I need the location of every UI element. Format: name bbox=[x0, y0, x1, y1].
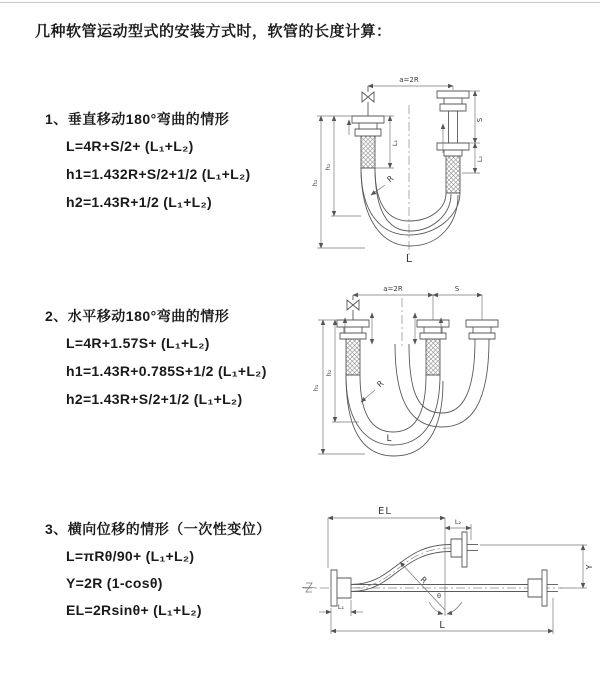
flange-fitting-1 bbox=[337, 320, 369, 375]
dimension-S bbox=[433, 285, 482, 295]
dim-L2-label: L₂ bbox=[454, 518, 462, 526]
page-title: 几种软管运动型式的安装方式时，软管的长度计算： bbox=[35, 23, 392, 40]
diagram3-svg bbox=[295, 498, 600, 652]
dim-L2-label: L₂ bbox=[476, 155, 484, 163]
section2-formula-h2: h2=1.43R+S/2+1/2 (L₁+L₂) bbox=[66, 391, 243, 407]
section2-formula-h1: h1=1.43R+0.785S+1/2 (L₁+L₂) bbox=[66, 363, 267, 379]
radius-label: R bbox=[418, 574, 429, 586]
fitting-length-dims bbox=[372, 313, 415, 344]
section3-formula-Y: Y=2R (1-cosθ) bbox=[66, 575, 163, 591]
left-flange-fitting bbox=[331, 570, 351, 606]
left-braided-hose bbox=[361, 136, 375, 168]
valve-icon bbox=[362, 86, 374, 116]
radius-callout bbox=[371, 174, 396, 195]
length-label: L bbox=[405, 252, 413, 265]
section3-formula-EL: EL=2Rsinθ+ (L₁+L₂) bbox=[66, 602, 202, 618]
top-divider bbox=[0, 2, 600, 3]
hose-u-curves-position2-shifted bbox=[395, 339, 489, 427]
upper-flange-fitting bbox=[451, 532, 478, 567]
diagram-vertical-180-bend bbox=[305, 63, 600, 265]
dim-a2R-label: a=2R bbox=[383, 285, 403, 293]
section1-formula-h2: h2=1.43R+1/2 (L₁+L₂) bbox=[66, 194, 213, 210]
dimension-L1 bbox=[375, 116, 399, 168]
dim-S-label: S bbox=[454, 285, 460, 293]
diagram-lateral-displacement bbox=[295, 498, 600, 652]
section1-formula-h1: h1=1.432R+S/2+1/2 (L₁+L₂) bbox=[66, 166, 251, 182]
right-flange-fitting-lower bbox=[437, 143, 469, 193]
dim-L1-label: L₁ bbox=[391, 139, 399, 147]
flange-fitting-3-shifted bbox=[466, 320, 498, 339]
radius-callout bbox=[361, 379, 386, 402]
dim-EL-label: EL bbox=[378, 506, 392, 517]
dimension-a2R bbox=[353, 285, 482, 320]
dim-Y-label: Y bbox=[585, 564, 594, 570]
dim-L1-label: L₁ bbox=[337, 603, 345, 611]
dim-h1-label: h₁ bbox=[312, 384, 320, 392]
hose-u-curves bbox=[361, 168, 460, 246]
braided-hose-2 bbox=[426, 339, 440, 375]
dimension-S bbox=[469, 91, 484, 143]
radius-label: R bbox=[385, 173, 396, 185]
section2-formula-L: L=4R+1.57S+ (L₁+L₂) bbox=[66, 335, 210, 351]
section3-heading: 3、横向位移的情形（一次性变位） bbox=[45, 521, 271, 537]
dimension-EL bbox=[328, 506, 445, 616]
diagram-horizontal-180-bend bbox=[305, 278, 600, 463]
dimension-a2R bbox=[368, 76, 453, 90]
length-label: L bbox=[386, 434, 392, 444]
diagram2-svg bbox=[305, 278, 600, 463]
section1-formula-L: L=4R+S/2+ (L₁+L₂) bbox=[66, 138, 194, 154]
dim-h2-label: h₂ bbox=[324, 163, 332, 171]
right-flange-fitting-upper bbox=[437, 91, 469, 143]
section3-formula-L: L=πRθ/90+ (L₁+L₂) bbox=[66, 548, 195, 564]
radius-label: R bbox=[375, 378, 386, 390]
length-label: L bbox=[439, 620, 445, 631]
diagram1-svg bbox=[305, 63, 600, 265]
dim-h2-label: h₂ bbox=[325, 369, 333, 377]
hose-u-curves-position1 bbox=[346, 375, 443, 456]
dim-S-label: S bbox=[476, 117, 484, 123]
section1-heading: 1、垂直移动180°弯曲的情形 bbox=[45, 111, 230, 127]
theta-label: θ bbox=[437, 592, 441, 600]
dim-a2R-label: a=2R bbox=[399, 76, 419, 84]
dimension-L bbox=[331, 598, 553, 634]
valve-icon bbox=[347, 295, 359, 320]
flange-fitting-2 bbox=[417, 320, 449, 375]
dimension-L1 bbox=[319, 600, 363, 616]
radius-callout bbox=[400, 562, 445, 610]
dim-h1-label: h₁ bbox=[311, 179, 319, 187]
section2-heading: 2、水平移动180°弯曲的情形 bbox=[45, 308, 230, 324]
braided-hose-1 bbox=[346, 339, 360, 375]
left-flange-fitting bbox=[352, 116, 384, 168]
right-braided-hose bbox=[446, 156, 460, 193]
angle-theta bbox=[429, 592, 462, 614]
